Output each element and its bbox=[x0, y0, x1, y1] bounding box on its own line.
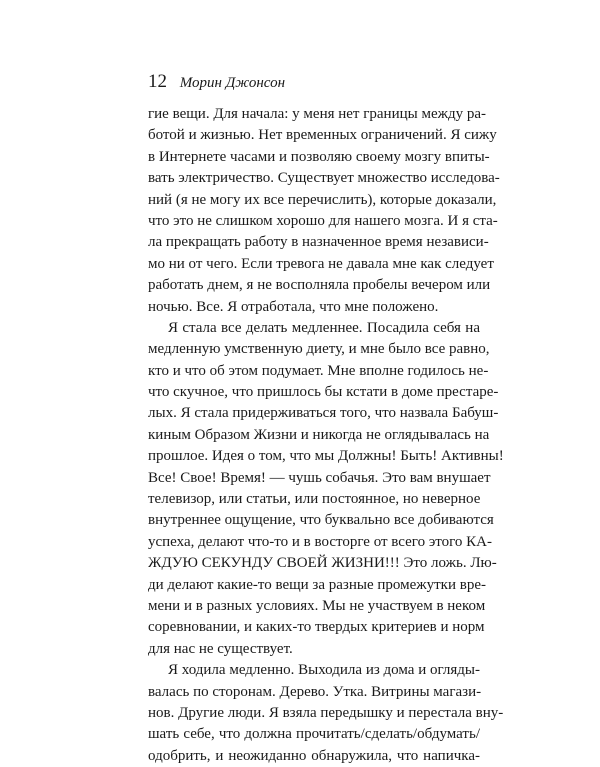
text-line: мени и в разных условиях. Мы не участвуем в неком bbox=[148, 597, 486, 614]
body-text bbox=[148, 104, 504, 767]
text-line: гие вещи. Для начала: у меня нет границы между ра- bbox=[148, 106, 486, 122]
paragraph bbox=[148, 660, 504, 767]
text-line: Я стала все делать медленнее. Посадила себя на bbox=[168, 319, 480, 336]
text-line: вать электричество. Существует множество исследова- bbox=[148, 170, 500, 187]
text-line: ЖДУЮ СЕКУНДУ СВОЕЙ ЖИЗНИ!!! Это ложь. Лю- bbox=[148, 555, 497, 572]
text-line: ночью. Все. Я отработала, что мне положено. bbox=[148, 298, 439, 315]
text-line: одобрить, и неожиданно обнаружила, что напичка- bbox=[148, 747, 480, 764]
text-line: валась по сторонам. Дерево. Утка. Витрины магази- bbox=[148, 683, 482, 700]
text-line: кто и что об этом подумает. Мне вполне годилось не- bbox=[148, 362, 489, 379]
text-line: Я ходила медленно. Выходила из дома и огляды- bbox=[168, 662, 480, 679]
text-line: нов. Другие люди. Я взяла передышку и перестала вну- bbox=[148, 704, 504, 721]
text-line: ди делают какие-то вещи за разные промежутки вре- bbox=[148, 576, 486, 593]
text-line: внутреннее ощущение, что буквально все добиваются bbox=[148, 512, 494, 529]
text-line: киным Образом Жизни и никогда не оглядывалась на bbox=[148, 426, 490, 443]
text-line: телевизор, или статьи, или постоянное, но неверное bbox=[148, 491, 481, 508]
text-line: шать себе, что должна прочитать/сделать/обдумать/ bbox=[148, 726, 480, 743]
text-line: для нас не существует. bbox=[148, 640, 293, 657]
text-line: мо ни от чего. Если тревога не давала мне как следует bbox=[148, 255, 494, 272]
text-line: что это не слишком хорошо для нашего мозга. И я ста- bbox=[148, 212, 498, 229]
paragraph bbox=[148, 318, 504, 660]
text-line: успеха, делают что-то и в восторге от всего этого КА- bbox=[148, 533, 492, 550]
running-head-author: Морин Джонсон bbox=[179, 75, 286, 91]
paragraph bbox=[148, 104, 500, 318]
text-line: Все! Свое! Время! — чушь собачья. Это вам внушает bbox=[148, 469, 491, 486]
text-line: работать днем, я не восполняла пробелы вечером или bbox=[148, 277, 491, 294]
text-line: прошлое. Идея о том, что мы Должны! Быть! Активны! bbox=[148, 448, 504, 465]
text-line: соревновании, и каких-то твердых критериев и норм bbox=[148, 619, 485, 636]
text-line: медленную умственную диету, и мне было все равно, bbox=[148, 341, 490, 358]
text-line: что скучное, что пришлось бы кстати в доме престаре- bbox=[148, 384, 499, 401]
text-line: в Интернете часами и позволяю своему мозгу впиты- bbox=[148, 148, 490, 165]
text-line: ла прекращать работу в назначенное время независи- bbox=[148, 234, 489, 251]
running-header bbox=[148, 70, 285, 95]
text-line: ботой и жизнью. Нет временных ограничений. Я сижу bbox=[148, 127, 497, 144]
text-line: лых. Я стала придерживаться того, что назвала Бабуш- bbox=[148, 405, 499, 422]
text-line: ний (я не могу их все перечислить), которые доказали, bbox=[148, 191, 497, 208]
page-number: 12 bbox=[148, 71, 167, 92]
